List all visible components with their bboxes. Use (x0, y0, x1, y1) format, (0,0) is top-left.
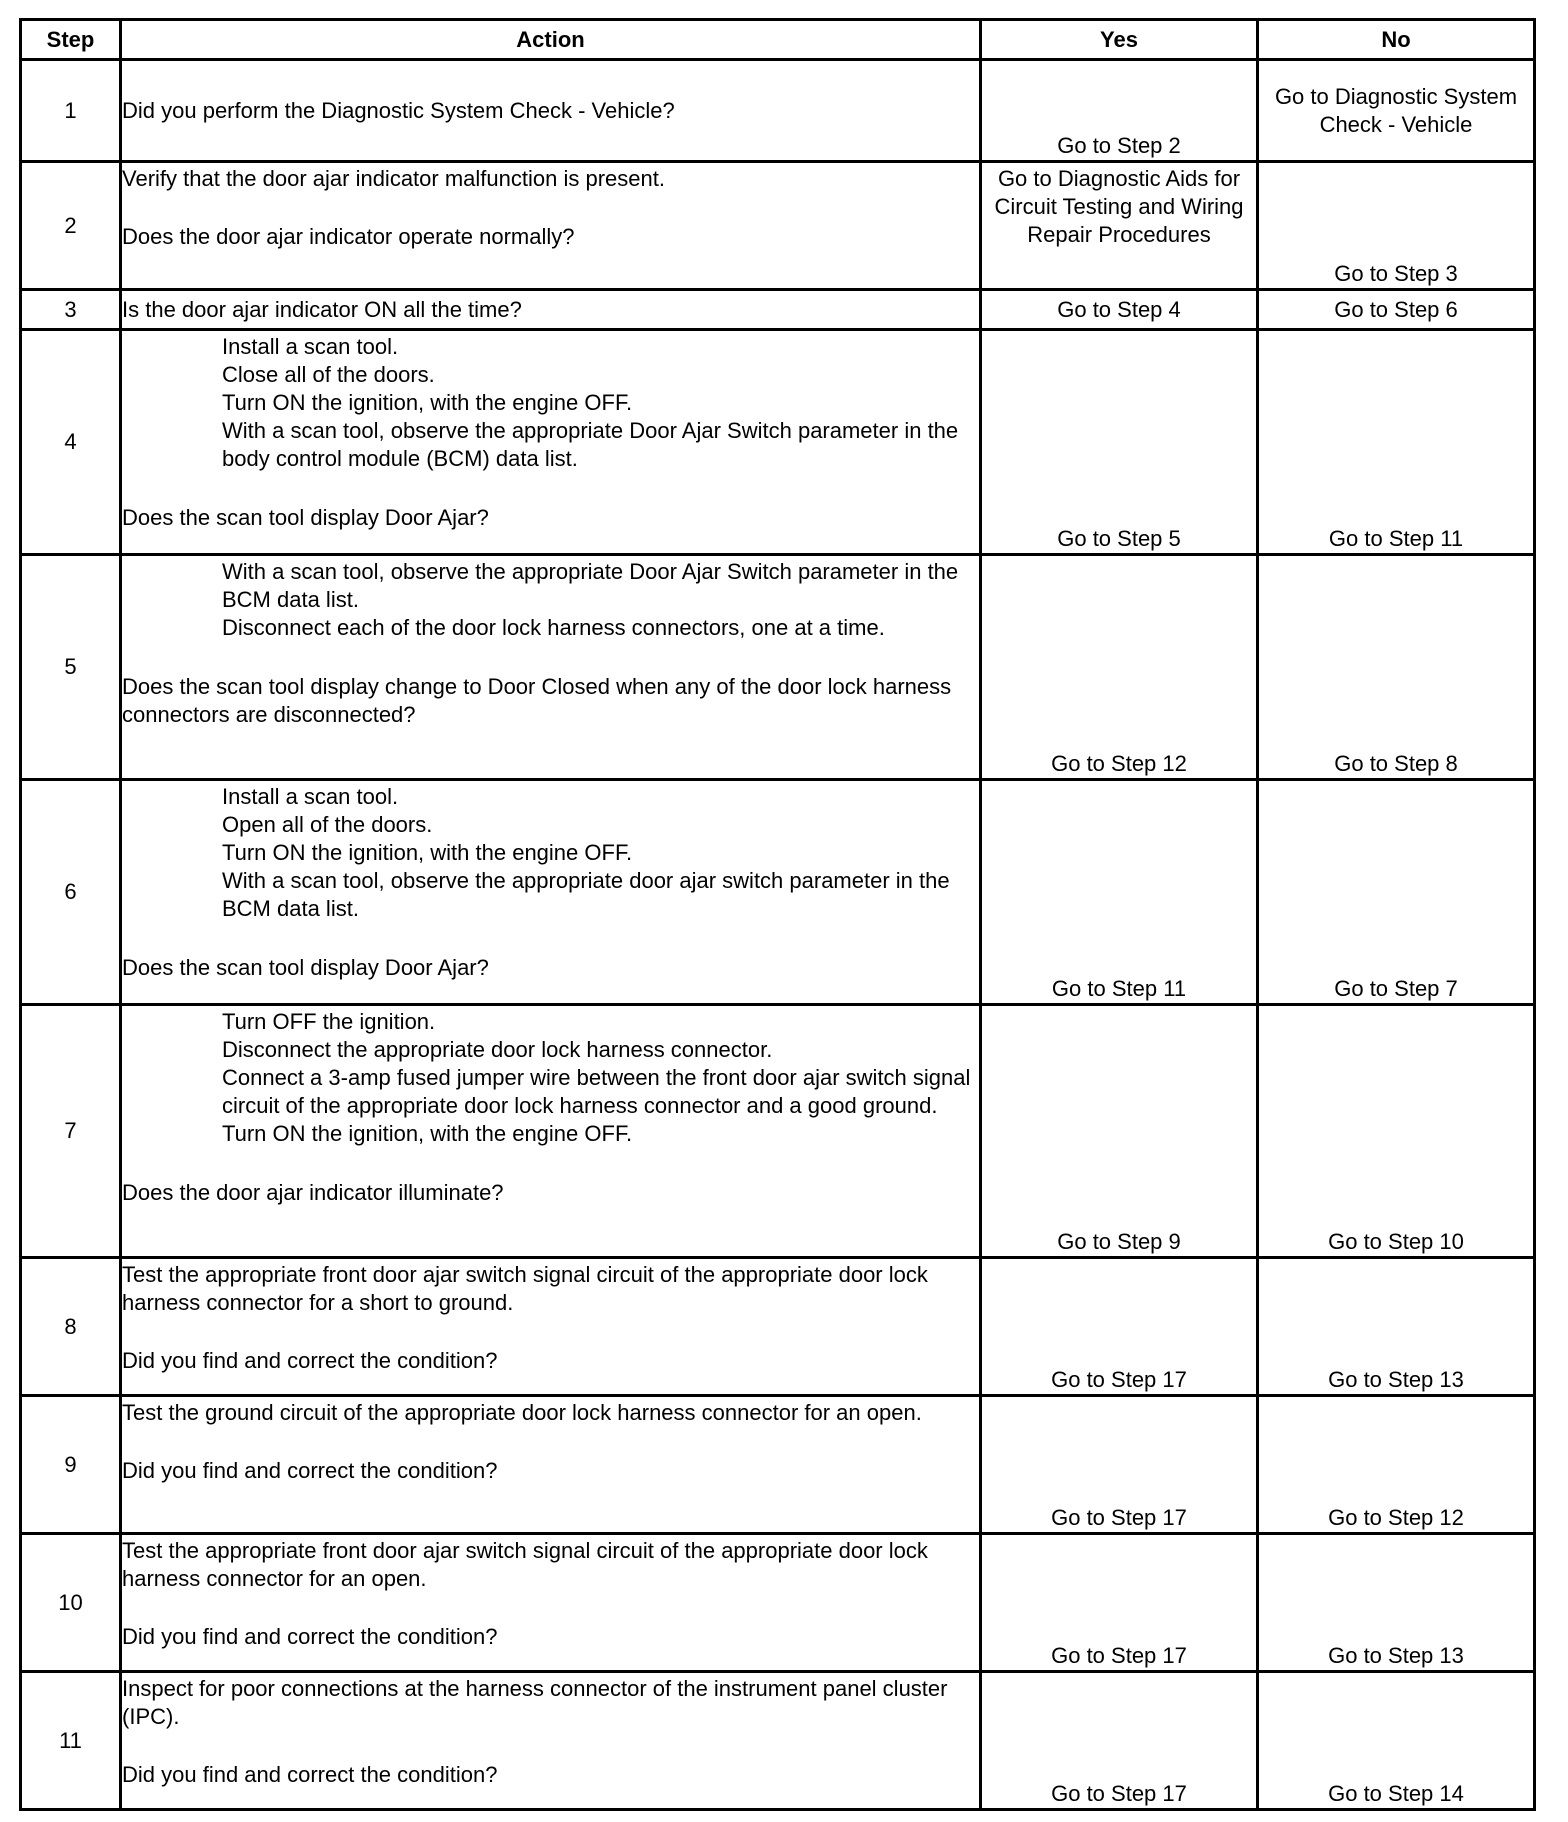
step-number: 3 (21, 290, 121, 330)
table-row (21, 290, 1535, 330)
step-number: 7 (21, 1005, 121, 1258)
instruction-item: Connect a 3-amp fused jumper wire between the front door ajar switch signal circuit of the appropriate door lock harness connector and a good ground. (222, 1065, 971, 1118)
step-number: 8 (21, 1258, 121, 1396)
yes-cell: Go to Step 11 (981, 780, 1258, 1005)
action-cell (121, 1005, 981, 1258)
table-row (21, 1005, 1535, 1258)
table-row (21, 555, 1535, 780)
no-cell: Go to Step 12 (1258, 1396, 1535, 1534)
action-question: Does the scan tool display Door Ajar? (122, 955, 489, 980)
no-cell: Go to Step 13 (1258, 1534, 1535, 1672)
table-row (21, 780, 1535, 1005)
action-question: Does the scan tool display Door Ajar? (122, 505, 489, 530)
action-cell (121, 1396, 981, 1534)
instruction-item: Close all of the doors. (222, 362, 435, 387)
action-question: Did you find and correct the condition? (122, 1762, 498, 1787)
yes-cell: Go to Diagnostic Aids for Circuit Testing and Wiring Repair Procedures (981, 162, 1258, 290)
action-body: Verify that the door ajar indicator malfunction is present. (122, 166, 665, 191)
instruction-item: Open all of the doors. (222, 812, 433, 837)
action-cell (121, 1672, 981, 1810)
table-row (21, 1396, 1535, 1534)
action-cell (121, 290, 981, 330)
diagnostic-table (19, 18, 1536, 1811)
header-yes: Yes (981, 20, 1258, 60)
table-row (21, 330, 1535, 555)
action-cell (121, 555, 981, 780)
no-cell: Go to Step 10 (1258, 1005, 1535, 1258)
action-cell (121, 1258, 981, 1396)
action-body: Inspect for poor connections at the harness connector of the instrument panel cluster (IPC). (122, 1676, 948, 1729)
instruction-list (122, 781, 979, 923)
yes-cell: Go to Step 4 (981, 290, 1258, 330)
action-question: Did you find and correct the condition? (122, 1624, 498, 1649)
table-row (21, 60, 1535, 162)
action-question: Does the door ajar indicator illuminate? (122, 1180, 504, 1205)
action-cell (121, 780, 981, 1005)
table-header-row (21, 20, 1535, 60)
yes-cell: Go to Step 9 (981, 1005, 1258, 1258)
action-body: Test the appropriate front door ajar switch signal circuit of the appropriate door lock harness connector for an open. (122, 1538, 928, 1591)
instruction-item: Turn ON the ignition, with the engine OFF. (222, 1121, 633, 1146)
action-cell (121, 1534, 981, 1672)
action-question: Did you find and correct the condition? (122, 1348, 498, 1373)
step-number: 1 (21, 60, 121, 162)
step-number: 11 (21, 1672, 121, 1810)
table-row (21, 1534, 1535, 1672)
step-number: 2 (21, 162, 121, 290)
instruction-item: With a scan tool, observe the appropriate Door Ajar Switch parameter in the BCM data list. (222, 559, 959, 612)
step-number: 4 (21, 330, 121, 555)
no-cell: Go to Step 14 (1258, 1672, 1535, 1810)
instruction-item: Disconnect the appropriate door lock harness connector. (222, 1037, 773, 1062)
instruction-item: Install a scan tool. (222, 784, 399, 809)
instruction-item: Disconnect each of the door lock harness connectors, one at a time. (222, 615, 885, 640)
no-cell: Go to Step 8 (1258, 555, 1535, 780)
action-question: Did you find and correct the condition? (122, 1458, 498, 1483)
yes-cell: Go to Step 5 (981, 330, 1258, 555)
instruction-item: Install a scan tool. (222, 334, 399, 359)
step-number: 9 (21, 1396, 121, 1534)
yes-cell: Go to Step 17 (981, 1258, 1258, 1396)
yes-cell: Go to Step 12 (981, 555, 1258, 780)
instruction-list (122, 331, 979, 473)
instruction-item: With a scan tool, observe the appropriate Door Ajar Switch parameter in the body control module (BCM) data list. (222, 418, 959, 471)
action-body: Test the appropriate front door ajar switch signal circuit of the appropriate door lock harness connector for a short to ground. (122, 1262, 928, 1315)
instruction-item: With a scan tool, observe the appropriate door ajar switch parameter in the BCM data list. (222, 868, 950, 921)
yes-cell: Go to Step 17 (981, 1672, 1258, 1810)
no-cell: Go to Diagnostic System Check - Vehicle (1258, 60, 1535, 162)
instruction-list (122, 1006, 979, 1148)
table-row (21, 1258, 1535, 1396)
action-body: Test the ground circuit of the appropriate door lock harness connector for an open. (122, 1400, 922, 1425)
action-question: Is the door ajar indicator ON all the time? (122, 296, 522, 322)
step-number: 6 (21, 780, 121, 1005)
action-question: Does the scan tool display change to Door Closed when any of the door lock harness connectors are disconnected? (122, 674, 952, 727)
instruction-item: Turn OFF the ignition. (222, 1009, 436, 1034)
yes-cell: Go to Step 17 (981, 1396, 1258, 1534)
no-cell: Go to Step 13 (1258, 1258, 1535, 1396)
header-action: Action (121, 20, 981, 60)
action-question: Did you perform the Diagnostic System Check - Vehicle? (122, 97, 675, 123)
no-cell: Go to Step 6 (1258, 290, 1535, 330)
header-step: Step (21, 20, 121, 60)
yes-cell: Go to Step 2 (981, 60, 1258, 162)
instruction-item: Turn ON the ignition, with the engine OFF. (222, 840, 633, 865)
action-cell (121, 60, 981, 162)
step-number: 10 (21, 1534, 121, 1672)
action-cell (121, 330, 981, 555)
instruction-item: Turn ON the ignition, with the engine OFF. (222, 390, 633, 415)
instruction-list (122, 556, 979, 642)
step-number: 5 (21, 555, 121, 780)
table-row (21, 162, 1535, 290)
no-cell: Go to Step 7 (1258, 780, 1535, 1005)
no-cell: Go to Step 11 (1258, 330, 1535, 555)
table-row (21, 1672, 1535, 1810)
action-question: Does the door ajar indicator operate normally? (122, 224, 575, 249)
yes-cell: Go to Step 17 (981, 1534, 1258, 1672)
action-cell (121, 162, 981, 290)
header-no: No (1258, 20, 1535, 60)
no-cell: Go to Step 3 (1258, 162, 1535, 290)
